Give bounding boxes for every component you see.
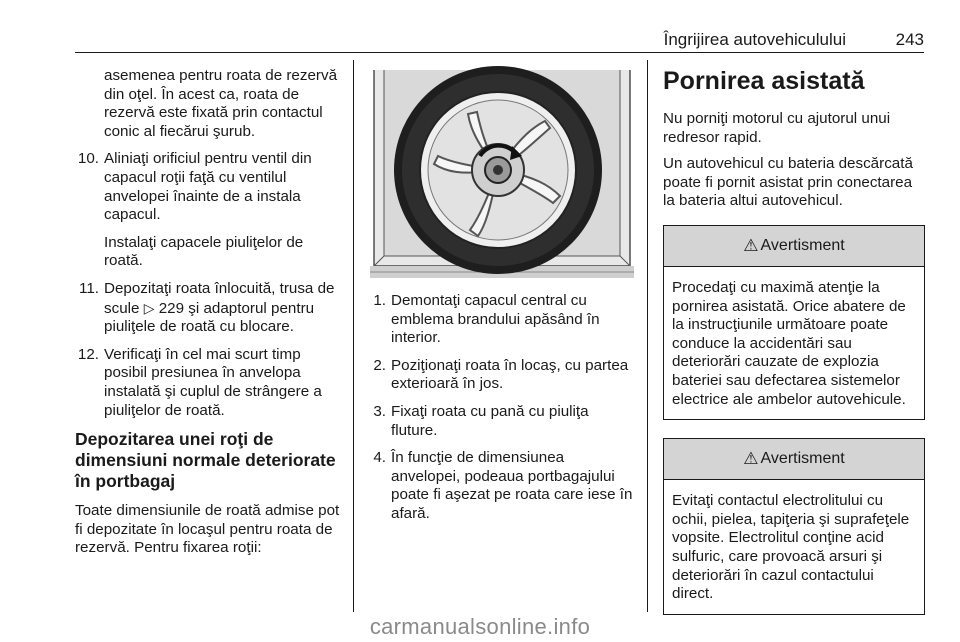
list-item bbox=[370, 403, 634, 440]
item-number: 12. bbox=[77, 345, 99, 363]
item-text-after: şi adaptorul pentru piuliţele de roată cu blocare. bbox=[104, 299, 315, 336]
paragraph: Un autovehicul cu bateria descărcată poate fi pornit asistat prin conectarea la bateria altui autovehicul. bbox=[663, 155, 913, 210]
column-3 bbox=[663, 66, 925, 615]
page-number: 243 bbox=[895, 30, 924, 49]
paragraph: Toate dimensiunile de roată admise pot fi depozitate în locaşul pentru roata de rezervă. Pentru fixarea roţii: bbox=[75, 502, 340, 557]
list-item bbox=[75, 346, 345, 420]
warning-label: Avertisment bbox=[760, 449, 845, 467]
page-reference[interactable]: 229 bbox=[158, 299, 185, 317]
step-text: Fixaţi roata cu pană cu piuliţa fluture. bbox=[391, 402, 589, 439]
list-item bbox=[370, 357, 634, 394]
warning-box bbox=[663, 438, 925, 615]
warning-text: Procedaţi cu maximă atenţie la pornirea asistată. Orice abatere de la instrucţiunile următoare poate conduce la accidentări sau deteriorări cauzate de explozia bateriei sau defectarea sistemelor electrice ale ambelor autovehicule. bbox=[672, 278, 906, 408]
chapter-title: Îngrijirea autovehiculului bbox=[663, 30, 846, 49]
step-number: 1. bbox=[373, 292, 386, 309]
column-divider bbox=[353, 60, 354, 612]
item-extra-text: Instalaţi capacele piuliţelor de roată. bbox=[104, 233, 304, 270]
item-text-before: Depozitaţi roata înlocuită, trusa de scule bbox=[104, 279, 335, 317]
step-number: 3. bbox=[373, 402, 386, 420]
warning-text: Evitaţi contactul electrolitului cu ochii, pielea, tapiţeria şi suprafeţele vopsite. Electrolitul conţine acid sulfuric, care provoacă arsuri şi deteriorări în cazul contactului direct. bbox=[672, 492, 910, 603]
section-title: Pornirea asistată bbox=[663, 67, 865, 95]
page-reference-icon: ▷ bbox=[143, 299, 155, 316]
step-number: 2. bbox=[373, 356, 386, 374]
step-number: 4. bbox=[373, 449, 386, 467]
list-item bbox=[370, 292, 634, 348]
step-text: În funcţie de dimensiunea anvelopei, podeaua portbagajului poate fi aşezat pe roata care iese în afară. bbox=[391, 449, 633, 522]
continued-text: asemenea pentru roata de rezervă din oţel. În acest ca, roata de rezervă este fixată prin contactul conic al fiecărui şurub. bbox=[104, 67, 338, 140]
warning-header bbox=[664, 439, 924, 480]
warning-triangle-icon: ⚠ bbox=[743, 235, 759, 255]
spare-wheel-illustration bbox=[370, 66, 634, 278]
list-item bbox=[370, 449, 634, 523]
item-text: Verificaţi în cel mai scurt timp posibil presiunea în anvelopa instalată şi cuplul de strângere a piuliţelor de roată. bbox=[104, 345, 322, 419]
paragraph: Nu porniţi motorul cu ajutorul unui redresor rapid. bbox=[663, 110, 891, 146]
item-number: 11. bbox=[79, 279, 99, 297]
watermark: carmanualsonline.info bbox=[369, 614, 591, 639]
page-header bbox=[75, 26, 924, 53]
warning-triangle-icon: ⚠ bbox=[743, 448, 759, 468]
item-number: 10. bbox=[77, 150, 99, 168]
warning-box bbox=[663, 225, 925, 420]
step-text: Poziţionaţi roata în locaş, cu partea exterioară în jos. bbox=[391, 356, 629, 393]
step-text: Demontaţi capacul central cu emblema brandului apăsând în interior. bbox=[391, 292, 600, 347]
list-item bbox=[75, 150, 345, 224]
column-divider bbox=[647, 60, 648, 612]
warning-header bbox=[664, 226, 924, 267]
section-heading: Depozitarea unei roţi de dimensiuni normale deteriorate în portbagaj bbox=[75, 429, 336, 492]
column-1 bbox=[75, 67, 345, 566]
warning-label: Avertisment bbox=[760, 236, 845, 254]
item-text: Aliniaţi orificiul pentru ventil din capacul roţii faţă cu ventilul anvelopei înainte de a instala capacul. bbox=[104, 150, 312, 224]
list-item bbox=[75, 280, 345, 337]
column-2 bbox=[370, 66, 634, 533]
spare-wheel-drawing bbox=[370, 66, 634, 278]
item-text bbox=[104, 280, 345, 337]
